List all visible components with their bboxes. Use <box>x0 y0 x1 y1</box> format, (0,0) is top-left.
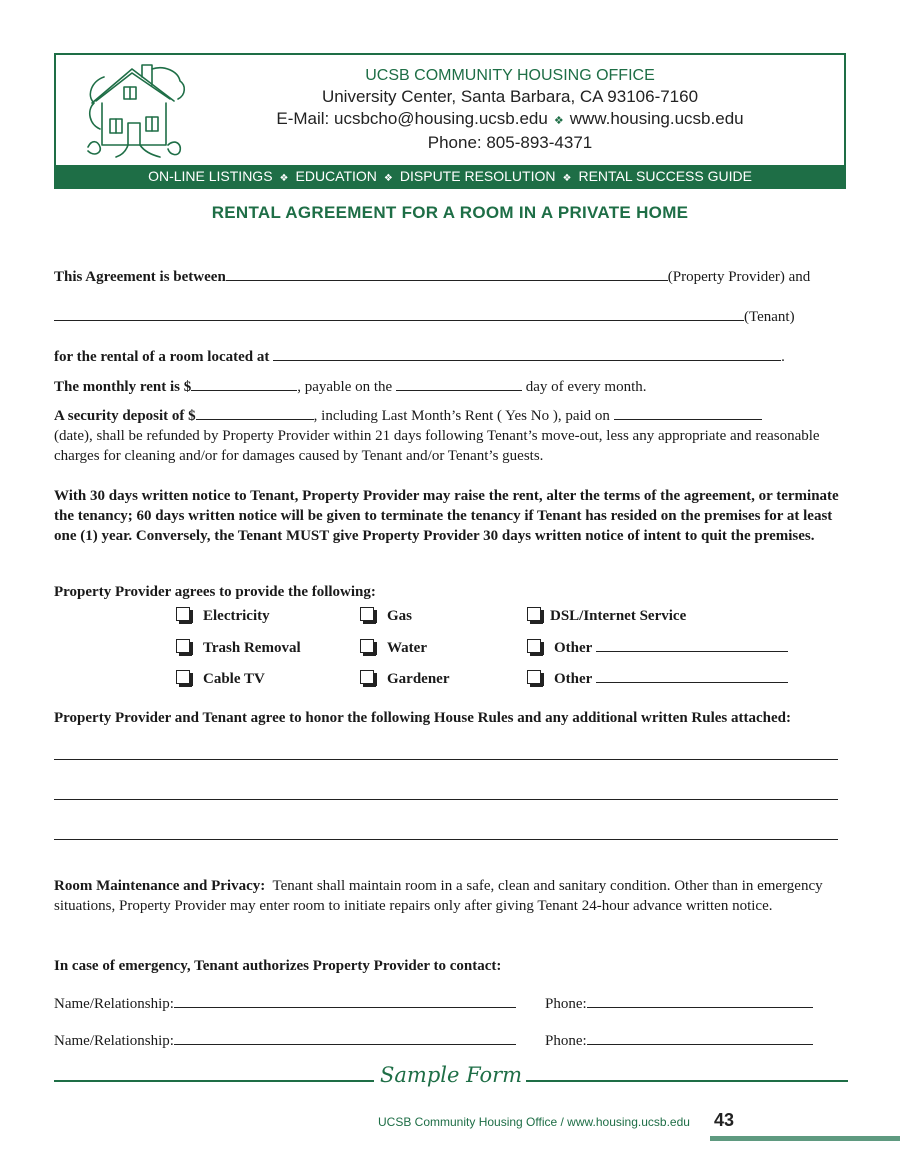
checkbox-label: Cable TV <box>203 671 265 687</box>
checkbox-label: Electricity <box>203 608 270 624</box>
deposit-label: A security deposit of $ <box>54 408 196 424</box>
contact-2-name-field[interactable] <box>174 1031 516 1045</box>
checkbox-icon[interactable] <box>360 607 374 621</box>
provider-suffix: (Property Provider) and <box>667 269 811 285</box>
name-relationship-label: Name/Relationship: <box>54 996 174 1012</box>
contact-1-phone-field[interactable] <box>587 994 813 1008</box>
tenant-suffix: (Tenant) <box>744 309 795 325</box>
maintenance-text: Tenant shall maintain room in a safe, clean and sanitary condition. Other than in emergency situations, Property Provider may enter room to initiate repairs only after giving Tenant 24-hour advance written notice. <box>54 878 823 914</box>
diamond-separator-icon: ❖ <box>279 173 289 184</box>
contact-1-name-field[interactable] <box>174 994 516 1008</box>
contact-row-1 <box>54 994 516 1014</box>
house-rules-line-1[interactable] <box>54 759 838 760</box>
sample-form-watermark: Sample Form <box>380 1063 523 1087</box>
services-band <box>56 165 844 187</box>
payment-day-field[interactable] <box>396 377 522 391</box>
rent-amount-field[interactable] <box>191 377 297 391</box>
checkbox-icon[interactable] <box>527 670 541 684</box>
footer-rule-right <box>526 1080 848 1082</box>
checkbox-icon[interactable] <box>527 607 541 621</box>
contact-row-2-phone <box>545 1031 813 1051</box>
checkbox-label: Other <box>554 640 593 656</box>
checkbox-gas[interactable] <box>360 606 412 626</box>
checkbox-dsl-internet[interactable] <box>527 606 686 626</box>
band-item: ON-LINE LISTINGS <box>148 168 273 184</box>
footer-bar <box>710 1136 900 1141</box>
deposit-date-field[interactable] <box>614 406 762 420</box>
provides-label: Property Provider agrees to provide the following: <box>54 584 376 600</box>
checkbox-icon[interactable] <box>527 639 541 653</box>
phone: Phone: 805-893-4371 <box>427 133 593 152</box>
deposit-amount-field[interactable] <box>196 406 314 420</box>
other-2-field[interactable] <box>596 669 788 683</box>
address: University Center, Santa Barbara, CA 93106-7160 <box>321 87 699 106</box>
checkbox-label: Trash Removal <box>203 640 301 656</box>
email: E-Mail: ucsbcho@housing.ucsb.edu <box>276 109 548 128</box>
phone-label: Phone: <box>545 1033 587 1049</box>
deposit-line <box>54 406 762 426</box>
emergency-label: In case of emergency, Tenant authorizes Property Provider to contact: <box>54 958 502 974</box>
rent-label: The monthly rent is $ <box>54 379 192 395</box>
between-label: This Agreement is between <box>54 269 226 285</box>
website: www.housing.ucsb.edu <box>569 109 744 128</box>
checkbox-trash-removal[interactable] <box>176 638 301 658</box>
checkbox-label: DSL/Internet Service <box>550 608 687 624</box>
tenant-line <box>54 307 795 327</box>
band-item: RENTAL SUCCESS GUIDE <box>578 168 752 184</box>
checkbox-icon[interactable] <box>176 639 190 653</box>
band-item: DISPUTE RESOLUTION <box>399 168 556 184</box>
checkbox-label: Other <box>554 671 593 687</box>
rent-line <box>54 377 647 397</box>
room-address-field[interactable] <box>273 347 781 361</box>
checkbox-electricity[interactable] <box>176 606 270 626</box>
contact-2-phone-field[interactable] <box>587 1031 813 1045</box>
rental-location-line: for the rental of a room located at . <box>54 349 785 365</box>
deposit-mid: , including Last Month’s Rent ( Yes No ), paid on <box>313 408 610 424</box>
day-suffix: day of every month. <box>525 379 647 395</box>
contact-row-1-phone <box>545 994 813 1014</box>
checkbox-icon[interactable] <box>360 639 374 653</box>
page-number: 43 <box>714 1110 735 1130</box>
checkbox-label: Gas <box>387 608 413 624</box>
diamond-separator-icon: ❖ <box>383 173 393 184</box>
checkbox-cable-tv[interactable] <box>176 669 265 689</box>
house-rules-label: Property Provider and Tenant agree to honor the following House Rules and any additional written Rules attached: <box>54 710 791 726</box>
provider-name-field[interactable] <box>226 267 668 281</box>
phone-label: Phone: <box>545 996 587 1012</box>
checkbox-icon[interactable] <box>176 670 190 684</box>
contact-row-2 <box>54 1031 516 1051</box>
maintenance-label: Room Maintenance and Privacy: <box>54 878 266 894</box>
house-rules-line-3[interactable] <box>54 839 838 840</box>
deposit-terms: (date), shall be refunded by Property Provider within 21 days following Tenant’s move-out, less any appropriate and reasonable charges for cleaning and/or for damages caused by Tenant and/or Tenant’s guests. <box>54 428 820 464</box>
agreement-between-line <box>54 267 810 287</box>
checkbox-other-2[interactable] <box>527 669 788 689</box>
checkbox-gardener[interactable] <box>360 669 449 689</box>
checkbox-icon[interactable] <box>176 607 190 621</box>
letterhead <box>54 53 846 189</box>
tenant-name-field[interactable] <box>54 307 744 321</box>
diamond-separator-icon: ❖ <box>562 173 572 184</box>
checkbox-other-1[interactable] <box>527 638 788 658</box>
footer-rule-left <box>54 1080 374 1082</box>
name-relationship-label: Name/Relationship: <box>54 1033 174 1049</box>
band-item: EDUCATION <box>295 168 377 184</box>
contact-block <box>176 65 844 154</box>
diamond-separator-icon: ❖ <box>553 115 564 127</box>
payable-text: , payable on the <box>297 379 393 395</box>
other-1-field[interactable] <box>596 638 788 652</box>
rental-label: for the rental of a room located at <box>54 349 270 365</box>
email-web-line <box>176 108 844 132</box>
house-rules-line-2[interactable] <box>54 799 838 800</box>
maintenance-paragraph <box>54 876 844 916</box>
checkbox-label: Gardener <box>387 671 450 687</box>
checkbox-label: Water <box>387 640 427 656</box>
document-title: RENTAL AGREEMENT FOR A ROOM IN A PRIVATE HOME <box>211 203 689 222</box>
checkbox-icon[interactable] <box>360 670 374 684</box>
notice-paragraph: With 30 days written notice to Tenant, Property Provider may raise the rent, alter the terms of the agreement, or terminate the tenancy; 60 days written notice will be given to terminate the tenancy if Tenant has resided on the premises for at least one (1) year. Conversely, the Tenant MUST give Property Provider 30 days written notice of intent to quit the premises. <box>54 488 839 544</box>
footer-office: UCSB Community Housing Office / www.housing.ucsb.edu <box>378 1115 690 1129</box>
checkbox-water[interactable] <box>360 638 427 658</box>
org-name: UCSB COMMUNITY HOUSING OFFICE <box>365 67 655 84</box>
